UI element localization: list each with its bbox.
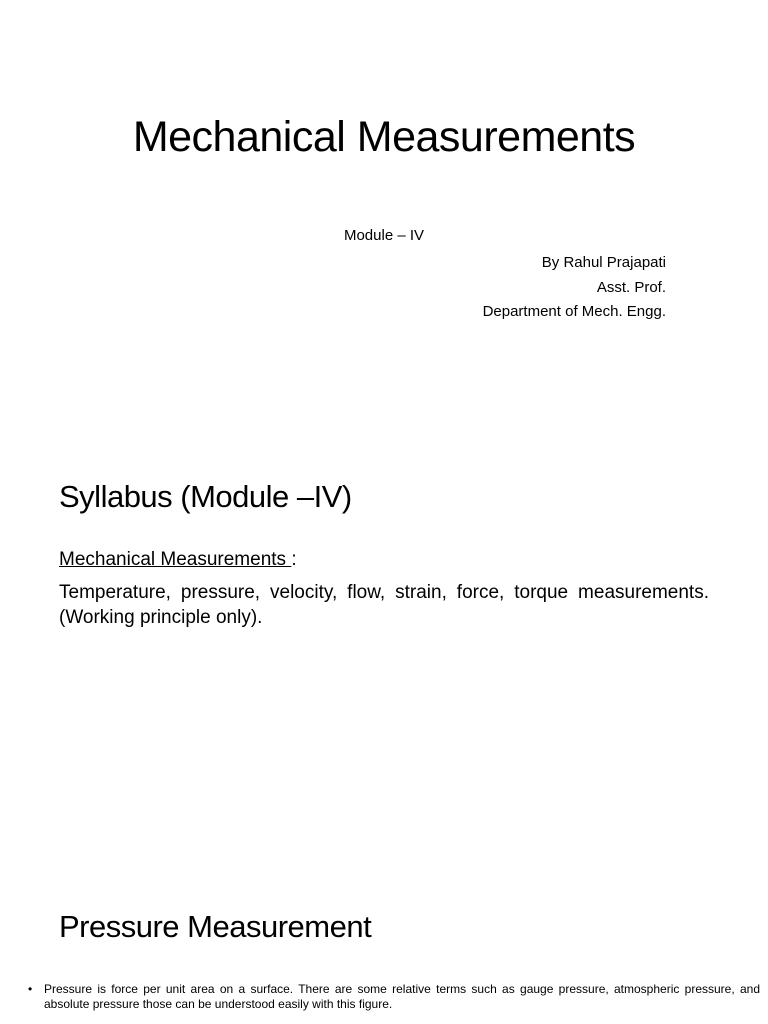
title-slide [0, 0, 768, 440]
bullet-item [28, 982, 768, 1012]
syllabus-slide [0, 440, 768, 870]
syllabus-title: Syllabus (Module –IV) [59, 479, 352, 514]
author-name: By Rahul Prajapati [541, 254, 666, 271]
subheading-underlined-text: Mechanical Measurements [59, 549, 292, 570]
presentation-title: Mechanical Measurements [132, 113, 636, 161]
author-designation: Asst. Prof. [596, 278, 666, 296]
module-label: Module – IV [343, 227, 425, 244]
pressure-slide [0, 870, 768, 1024]
pressure-title: Pressure Measurement [59, 909, 372, 944]
syllabus-body: Temperature, pressure, velocity, flow, strain, force, torque measurements. (Working principle only). [59, 582, 709, 628]
author-department: Department of Mech. Engg. [482, 303, 666, 320]
bullet-icon: • [28, 982, 33, 996]
author-block [483, 251, 666, 325]
syllabus-subheading [59, 548, 297, 572]
subheading-colon: : [291, 549, 297, 570]
bullet-text: Pressure is force per unit area on a surface. There are some relative terms such as gauge pressure, atmospheric pressure, and absolute pressure those can be understood easily with this figure. [44, 982, 760, 1011]
